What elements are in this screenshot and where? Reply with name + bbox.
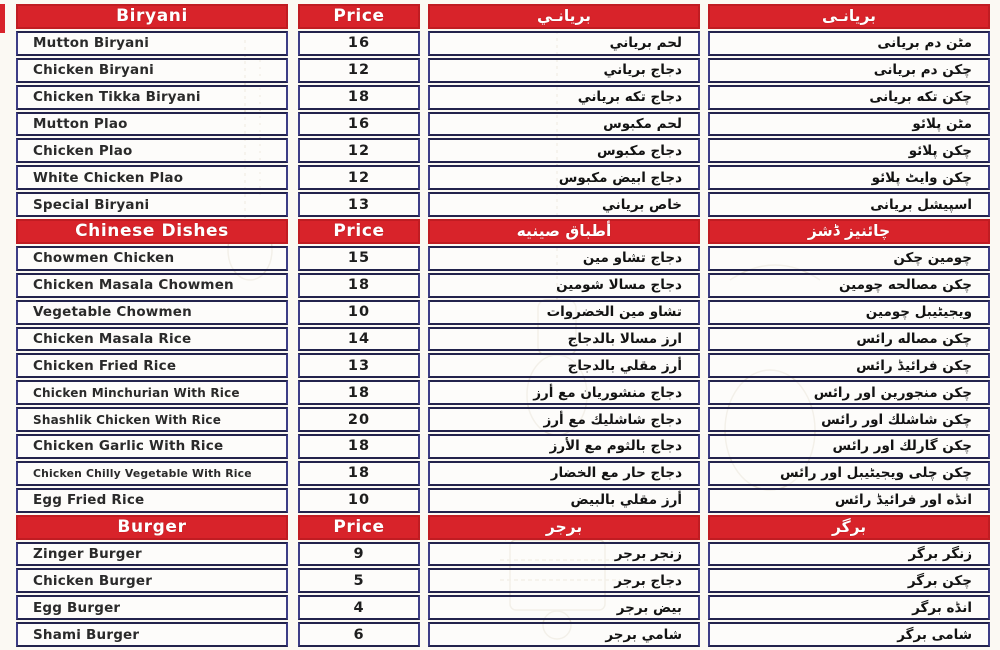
menu-item-name-english: Chicken Burger [16, 568, 288, 593]
menu-item-name-urdu: زنگر برگر [708, 542, 990, 567]
menu-item-name-urdu: مٹن پلائو [708, 112, 990, 137]
menu-item-name-english: Chicken Chilly Vegetable With Rice [16, 461, 288, 486]
menu-item-name-urdu: چکن چلی ویجیٹیبل اور رائس [708, 461, 990, 486]
menu-item-name-urdu: اسپیشل بریانی [708, 192, 990, 217]
menu-item-price: 5 [298, 568, 420, 593]
menu-item-name-english: Shashlik Chicken With Rice [16, 407, 288, 432]
menu-item-name-english: Chicken Masala Rice [16, 327, 288, 352]
menu-item-name-english: Chicken Fried Rice [16, 353, 288, 378]
menu-item-name-english: Mutton Biryani [16, 31, 288, 56]
menu-item-name-urdu: ویجیٹیبل چومین [708, 300, 990, 325]
menu-item-price: 18 [298, 273, 420, 298]
menu-item-price: 12 [298, 58, 420, 83]
menu-item-price: 16 [298, 112, 420, 137]
menu-item-name-english: Vegetable Chowmen [16, 300, 288, 325]
menu-item-price: 10 [298, 300, 420, 325]
menu-item-price: 13 [298, 353, 420, 378]
column-arabic-names [428, 4, 700, 647]
menu-item-price: 13 [298, 192, 420, 217]
menu-item-name-arabic: دجاج برياني [428, 58, 700, 83]
menu-item-name-urdu: چکن مصالحه چومین [708, 273, 990, 298]
menu-item-price: 15 [298, 246, 420, 271]
menu-item-name-arabic: لحم مكبوس [428, 112, 700, 137]
menu-item-name-urdu: چکن تکه بریانی [708, 85, 990, 110]
menu-item-name-arabic: لحم برياني [428, 31, 700, 56]
menu-item-name-english: White Chicken Plao [16, 165, 288, 190]
section-header-english: Chinese Dishes [16, 219, 288, 244]
section-header-english: Burger [16, 515, 288, 540]
menu-item-name-arabic: زنجر برجر [428, 542, 700, 567]
menu-item-name-arabic: خاص برياني [428, 192, 700, 217]
column-urdu-names [708, 4, 990, 647]
menu-item-name-arabic: دجاج مكبوس [428, 138, 700, 163]
menu-item-name-urdu: چومین چکن [708, 246, 990, 271]
menu-item-name-english: Egg Fried Rice [16, 488, 288, 513]
menu-item-name-english: Special Biryani [16, 192, 288, 217]
section-header-arabic: أطباق صينيه [428, 219, 700, 244]
menu-item-name-arabic: دجاج برجر [428, 568, 700, 593]
menu-item-name-arabic: أرز مقلي بالدجاج [428, 353, 700, 378]
menu-item-name-english: Shami Burger [16, 622, 288, 647]
section-header-english: Biryani [16, 4, 288, 29]
section-header-urdu: برگر [708, 515, 990, 540]
menu-item-price: 16 [298, 31, 420, 56]
menu-item-name-english: Chicken Minchurian With Rice [16, 380, 288, 405]
menu-item-name-english: Chicken Masala Chowmen [16, 273, 288, 298]
menu-item-name-arabic: تشاو مين الخضروات [428, 300, 700, 325]
menu-item-name-urdu: انڈه اور فرائیڈ رائس [708, 488, 990, 513]
menu-item-name-urdu: مٹن دم بریانی [708, 31, 990, 56]
menu-item-name-arabic: دجاج شاشليك مع أرز [428, 407, 700, 432]
menu-item-name-english: Chicken Garlic With Rice [16, 434, 288, 459]
menu-item-price: 6 [298, 622, 420, 647]
menu-item-price: 20 [298, 407, 420, 432]
menu-item-price: 12 [298, 138, 420, 163]
menu-item-name-english: Chicken Plao [16, 138, 288, 163]
section-header-urdu: بریانـی [708, 4, 990, 29]
menu-item-name-urdu: چکن پلائو [708, 138, 990, 163]
menu-item-name-urdu: انڈه برگر [708, 595, 990, 620]
menu-item-name-english: Mutton Plao [16, 112, 288, 137]
menu-item-price: 18 [298, 85, 420, 110]
section-header-price: Price [298, 4, 420, 29]
menu-item-price: 10 [298, 488, 420, 513]
menu-item-name-arabic: دجاج حار مع الخضار [428, 461, 700, 486]
menu-item-name-arabic: شامي برجر [428, 622, 700, 647]
menu-item-name-urdu: چکن برگر [708, 568, 990, 593]
menu-item-name-arabic: أرز مقلي بالبيض [428, 488, 700, 513]
menu-item-name-english: Chicken Biryani [16, 58, 288, 83]
menu-item-price: 18 [298, 461, 420, 486]
menu-item-name-arabic: دجاج ابيض مكبوس [428, 165, 700, 190]
menu-item-name-arabic: دجاج بالثوم مع الأرز [428, 434, 700, 459]
menu-item-price: 18 [298, 434, 420, 459]
menu-item-name-urdu: چکن فرائیڈ رائس [708, 353, 990, 378]
menu-item-name-urdu: چکن شاشلك اور رائس [708, 407, 990, 432]
menu-item-price: 18 [298, 380, 420, 405]
cropped-header-edge [0, 4, 5, 33]
menu-item-name-english: Egg Burger [16, 595, 288, 620]
menu-item-name-urdu: شامی برگر [708, 622, 990, 647]
section-header-urdu: چائنیز ڈشز [708, 219, 990, 244]
menu-item-price: 12 [298, 165, 420, 190]
menu-item-name-english: Zinger Burger [16, 542, 288, 567]
section-header-arabic: بريانـي [428, 4, 700, 29]
menu-item-name-arabic: بيض برجر [428, 595, 700, 620]
column-prices [298, 4, 420, 647]
section-header-price: Price [298, 515, 420, 540]
menu-item-name-arabic: دجاج تشاو مين [428, 246, 700, 271]
menu-item-price: 14 [298, 327, 420, 352]
menu-item-name-arabic: دجاج تكه برياني [428, 85, 700, 110]
menu-item-name-english: Chicken Tikka Biryani [16, 85, 288, 110]
menu-item-name-urdu: چکن دم بریانی [708, 58, 990, 83]
menu-item-price: 4 [298, 595, 420, 620]
menu-item-name-urdu: چکن مصاله رائس [708, 327, 990, 352]
menu-item-name-arabic: ارز مسالا بالدجاج [428, 327, 700, 352]
menu-item-price: 9 [298, 542, 420, 567]
column-english-names [16, 4, 288, 647]
menu-item-name-urdu: چکن منجورین اور رائس [708, 380, 990, 405]
menu-item-name-urdu: چکن وایٹ پلائو [708, 165, 990, 190]
section-header-arabic: برجر [428, 515, 700, 540]
menu-item-name-arabic: دجاج منشوريان مع أرز [428, 380, 700, 405]
menu-item-name-arabic: دجاج مسالا شومين [428, 273, 700, 298]
menu-item-name-urdu: چکن گارلك اور رائس [708, 434, 990, 459]
section-header-price: Price [298, 219, 420, 244]
menu-item-name-english: Chowmen Chicken [16, 246, 288, 271]
